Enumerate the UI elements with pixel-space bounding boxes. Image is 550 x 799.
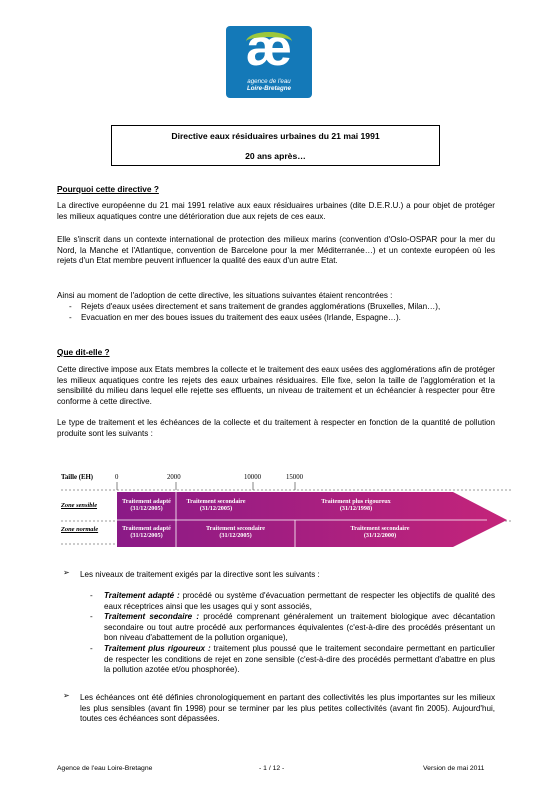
arrow-bullet-icon: ➢ <box>63 691 70 700</box>
list-item: - Traitement adapté : procédé ou système d'évacuation permettant de respecter les objectifs de qualité des eaux réceptrices ainsi que les usages qui y sont associés, <box>90 591 495 611</box>
paragraph-deadlines: Les échéances ont été définies chronologiquement en partant des collectivités les plus importantes sur les milieux les plus sensibles (avant fin 1998) pour se terminer par les plus petites collectivités (avant fin 2005). Aujourd'hui, toutes ces échéances sont dépassées. <box>80 693 495 724</box>
norm-cell-adapte: Traitement adapté (31/12/2005) <box>122 525 171 540</box>
paragraph-purpose: La directive européenne du 21 mai 1991 relative aux eaux résiduaires urbaines (dite D.E.R.U.) a pour objet de protéger les milieux aquatiques contre une détérioration due aux rejets de ces eaux. <box>57 201 495 221</box>
list-item: - Traitement plus rigoureux : traitement plus poussé que le traitement secondaire permettant en particulier de respecter les conditions de rejet en zone sensible (c'est-à-dire des procédés permettant d'abattre en plus la pollution azotée et/ou phosphorée). <box>90 643 496 675</box>
tick-label: 2000 <box>167 474 181 481</box>
sens-cell-adapte: Traitement adapté (31/12/2005) <box>122 498 171 513</box>
levels-list <box>86 591 495 676</box>
section-heading-why: Pourquoi cette directive ? <box>57 184 159 194</box>
paragraph-requirements: Cette directive impose aux Etats membres la collecte et le traitement des eaux usées des agglomérations afin de protéger les milieux aquatiques contre les rejets des eaux urbaines résiduaires. Elle fixe, selon la taille de l'agglomération et la sensibilité du milieu dans lequel elle rejette ses effluents, un niveau de traitement et un échéancier à respecter pour être conforme à cette directive. <box>57 365 495 406</box>
document-title: Directive eaux résiduaires urbaines du 21 mai 1991 <box>171 131 380 141</box>
tick-label: 15000 <box>286 474 303 481</box>
logo-glyph: æ <box>245 19 293 77</box>
paragraph-treatment-intro: Le type de traitement et les échéances de la collecte et du traitement à respecter en fonction de la quantité de pollution produite sont les suivants : <box>57 418 495 438</box>
levels-intro: Les niveaux de traitement exigés par la directive sont les suivants : <box>80 570 320 579</box>
section-heading-what: Que dit-elle ? <box>57 347 110 357</box>
treatment-diagram <box>57 470 512 550</box>
norm-cell-secondaire: Traitement secondaire (31/12/2005) <box>205 525 266 540</box>
agency-logo <box>226 19 312 98</box>
size-axis-label: Taille (EH) <box>61 474 94 481</box>
list-item: - Rejets d'eaux usées directement et sans traitement de grandes agglomérations (Bruxelles, Milan…), <box>57 302 495 313</box>
paragraph-context: Elle s'inscrit dans un contexte international de protection des milieux marins (convention d'Oslo-OSPAR pour la mer du Nord, la Manche et l'Atlantique, convention de Barcelone pour la mer Méditerranée…) et un contexte européen où les rejets d'un Etat membre peuvent influencer la qualité des eaux d'un autre Etat. <box>57 235 495 266</box>
footer-agency: Agence de l'eau Loire-Bretagne <box>57 765 153 772</box>
logo-line1: agence de l'eau <box>247 78 291 85</box>
logo-line2: Loire-Bretagne <box>246 85 291 92</box>
norm-cell-secondaire-large: Traitement secondaire (31/12/2000) <box>350 525 410 540</box>
logo-green-swoosh <box>246 32 292 51</box>
sens-cell-rigoureux: Traitement plus rigoureux (31/12/1998) <box>321 498 391 513</box>
footer-version: Version de mai 2011 <box>423 765 485 772</box>
list-item: - Traitement secondaire : procédé comprenant généralement un traitement biologique avec décantation secondaire ou tout autre procédé aux performances équivalentes (c'est-à-dire des procédés présentant un bon niveau d'abattement de la pollution organique), <box>90 612 495 643</box>
footer-page-number: - 1 / 12 - <box>259 765 285 772</box>
tick-label: 10000 <box>244 474 261 481</box>
document-title-box <box>111 125 440 166</box>
paragraph-situations: Ainsi au moment de l'adoption de cette directive, les situations suivantes étaient rencontrées : <box>57 291 393 300</box>
situations-list <box>57 302 495 323</box>
tick-label: 0 <box>115 474 119 481</box>
list-item: - Evacuation en mer des boues issues du traitement des eaux usées (Irlande, Espagne…). <box>57 313 495 324</box>
document-subtitle: 20 ans après… <box>245 151 306 161</box>
arrow-bullet-icon: ➢ <box>63 568 70 577</box>
zone-sensible-label: Zone sensible <box>61 502 98 509</box>
sens-cell-secondaire: Traitement secondaire (31/12/2005) <box>186 498 246 513</box>
zone-normale-label: Zone normale <box>61 526 99 533</box>
